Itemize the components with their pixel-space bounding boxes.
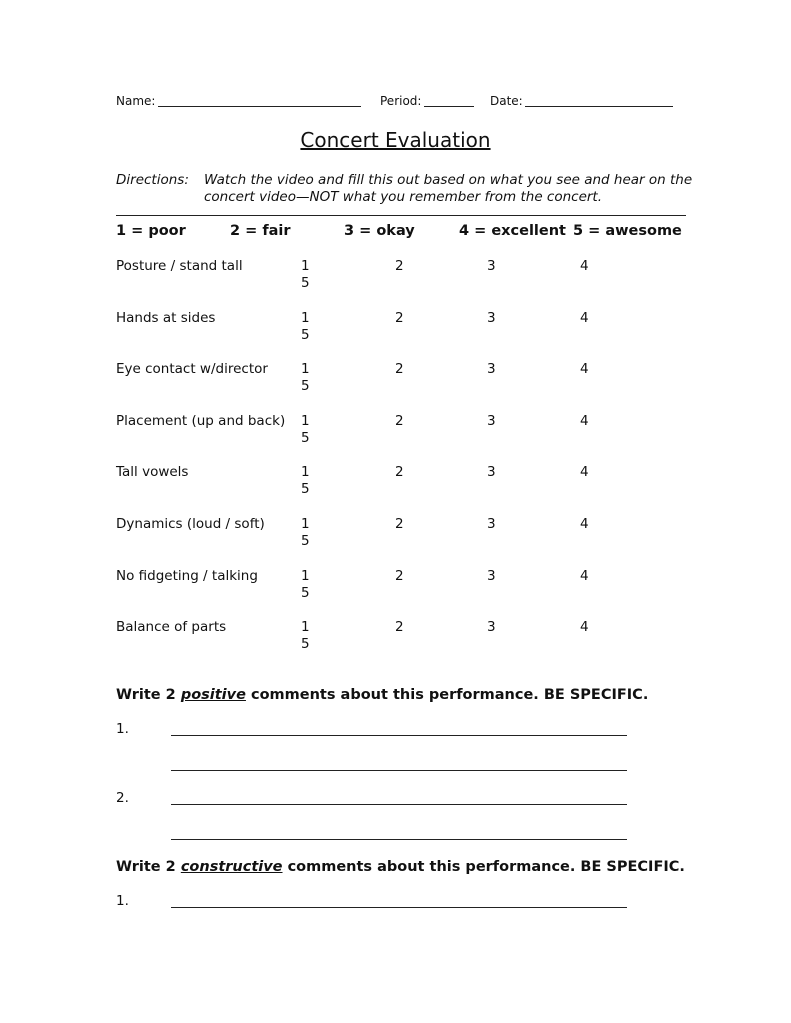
directions-line-2: concert video—NOT what you remember from the concert. — [204, 189, 603, 205]
rating-option-3[interactable]: 3 — [487, 412, 496, 429]
scale-okay: 3 = okay — [344, 223, 415, 239]
rating-option-3[interactable]: 3 — [487, 464, 496, 481]
positive-heading — [116, 687, 648, 703]
positive-heading-suffix: comments about this performance. BE SPECIFIC. — [245, 687, 649, 703]
rating-option-4[interactable]: 4 — [580, 412, 589, 429]
rating-option-5[interactable]: 5 — [301, 584, 310, 601]
constructive-heading-prefix: Write 2 — [116, 859, 181, 875]
rating-option-5[interactable]: 5 — [301, 429, 310, 446]
rating-option-1[interactable]: 1 — [301, 309, 310, 326]
criterion-label: Posture / stand tall — [116, 258, 243, 274]
rating-option-4[interactable]: 4 — [580, 464, 589, 481]
constructive-heading-emphasis: constructive — [180, 859, 283, 875]
rating-option-2[interactable]: 2 — [395, 412, 404, 429]
criterion-label: No fidgeting / talking — [116, 567, 258, 584]
criterion-label: Eye contact w/director — [116, 361, 268, 378]
period-label: Period: — [380, 94, 422, 108]
divider — [116, 215, 686, 216]
positive-number-2: 2. — [116, 790, 129, 806]
rating-option-3[interactable]: 3 — [487, 567, 496, 584]
positive-answer-line[interactable] — [171, 804, 627, 805]
positive-answer-line[interactable] — [171, 839, 627, 840]
rating-option-5[interactable]: 5 — [301, 275, 310, 291]
rating-option-4[interactable]: 4 — [580, 361, 589, 378]
rating-option-4[interactable]: 4 — [580, 567, 589, 584]
page-title: Concert Evaluation — [300, 128, 491, 152]
rating-option-2[interactable]: 2 — [395, 258, 404, 274]
constructive-number-1: 1. — [116, 893, 129, 909]
rating-option-1[interactable]: 1 — [301, 412, 310, 429]
date-field[interactable] — [525, 106, 673, 107]
rating-option-1[interactable]: 1 — [301, 516, 310, 532]
rating-option-2[interactable]: 2 — [395, 361, 404, 378]
rating-option-5[interactable]: 5 — [301, 378, 310, 395]
rating-option-3[interactable]: 3 — [487, 619, 496, 636]
date-label: Date: — [490, 94, 523, 108]
criterion-label: Dynamics (loud / soft) — [116, 516, 265, 532]
directions-line-1: Watch the video and fill this out based on what you see and hear on the — [204, 172, 693, 188]
rating-option-1[interactable]: 1 — [301, 258, 310, 274]
name-label: Name: — [116, 94, 156, 108]
constructive-answer-line[interactable] — [171, 907, 627, 908]
rating-option-4[interactable]: 4 — [580, 619, 589, 636]
scale-awesome: 5 = awesome — [573, 223, 682, 239]
rating-option-3[interactable]: 3 — [487, 361, 496, 378]
rating-option-3[interactable]: 3 — [487, 516, 496, 532]
constructive-heading-suffix: comments about this performance. BE SPECIFIC. — [282, 859, 685, 875]
scale-excellent: 4 = excellent — [459, 223, 566, 239]
criterion-label: Balance of parts — [116, 619, 227, 636]
rating-option-4[interactable]: 4 — [580, 309, 589, 326]
constructive-heading — [116, 859, 685, 875]
rating-option-3[interactable]: 3 — [487, 309, 496, 326]
rating-option-4[interactable]: 4 — [580, 258, 589, 274]
rating-option-1[interactable]: 1 — [301, 567, 310, 584]
positive-answer-line[interactable] — [171, 735, 627, 736]
rating-option-1[interactable]: 1 — [301, 619, 310, 636]
criterion-label: Placement (up and back) — [116, 412, 286, 429]
positive-answer-line[interactable] — [171, 770, 627, 771]
rating-option-5[interactable]: 5 — [301, 481, 310, 498]
rating-option-3[interactable]: 3 — [487, 258, 496, 274]
rating-option-2[interactable]: 2 — [395, 516, 404, 532]
positive-heading-prefix: Write 2 — [116, 687, 181, 703]
rating-option-1[interactable]: 1 — [301, 464, 310, 481]
rating-option-2[interactable]: 2 — [395, 619, 404, 636]
criterion-label: Hands at sides — [116, 309, 216, 326]
period-field[interactable] — [424, 106, 474, 107]
rating-option-2[interactable]: 2 — [395, 567, 404, 584]
rating-option-2[interactable]: 2 — [395, 464, 404, 481]
rating-option-1[interactable]: 1 — [301, 361, 310, 378]
criterion-label: Tall vowels — [116, 464, 189, 481]
rating-option-5[interactable]: 5 — [301, 326, 310, 343]
directions-label: Directions: — [116, 172, 189, 188]
rating-option-4[interactable]: 4 — [580, 516, 589, 532]
scale-poor: 1 = poor — [116, 223, 186, 239]
rating-option-5[interactable]: 5 — [301, 533, 310, 549]
positive-heading-emphasis: positive — [180, 687, 246, 703]
scale-fair: 2 = fair — [230, 223, 291, 239]
name-field[interactable] — [158, 106, 361, 107]
positive-number-1: 1. — [116, 721, 129, 737]
rating-option-2[interactable]: 2 — [395, 309, 404, 326]
rating-option-5[interactable]: 5 — [301, 636, 310, 653]
